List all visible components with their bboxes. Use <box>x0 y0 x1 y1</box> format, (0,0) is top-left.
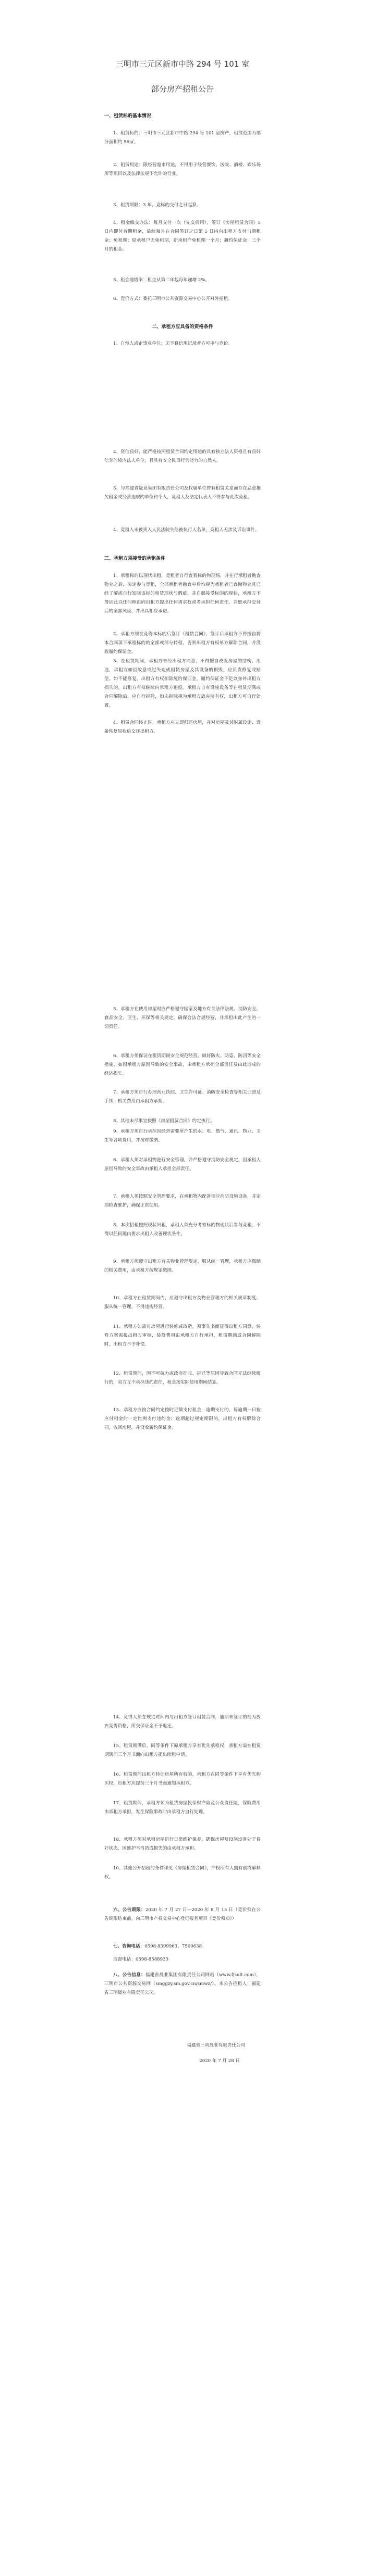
footer-org: 福建省三明晟业有限责任公司 <box>187 2043 245 2048</box>
section-6-label: 六、公告期限： <box>113 1907 145 1913</box>
section-3-p5: 5、承租方在使用房屋时应严格遵守国家及地方有关法律法规、消防安全、食品安全、卫生、环保等相关规定，确保合法合规经营，并承担由此产生的一切责任。 <box>104 1007 261 1029</box>
section-7-label: 七、咨询电话： <box>113 1944 145 1949</box>
section-3-p1: 1、承租标的以现状出租，竞租者自行查看标的物现场，并在行承租者勘查物业之后，决定参与竞租，全部承租者勘查中后均视为承租者已查勘物业且已经了解或自行知晓该标的租赁现状与瑕疵，并自愿接受标的的现状，承租方不得因此以任何理由向出租方提出任何请求权或者承担任何责任，并愿承担交付后的全部风险，并出具相应承诺。 <box>104 573 261 614</box>
section-8-text: 福建省晟业集团有限责任公司网站（www.fjsult.com），三明市公共资源交易网（smggzy.sm.gov.cn/smwz/）。本公告招租人：福建省三明晟业有限责任公司。 <box>104 1972 261 1995</box>
section-2-p1: 1、自然人或企事业单位；无不良信用记录者方可申与竞价。 <box>113 341 233 346</box>
section-3-p10: 10、承租方在租赁期间内，应遵守出租方及物业管理方的相关规章制度，服从统一管理，不得违规经营。 <box>104 1296 261 1310</box>
supervise-label: 监督电话： <box>113 1957 136 1962</box>
section-3-p16: 16、租赁期间出租方转让房屋所有权的，承租方在同等条件下享有优先购买权，出租方应提前三个月书面通知承租方。 <box>104 1772 261 1786</box>
consult-phone: 0598-8399963、7500638 <box>144 1944 202 1949</box>
section-7-consult <box>104 1942 261 1951</box>
section-1-p5: 5、租金递增率：租金从第二年起每年递增 2%。 <box>113 278 210 283</box>
section-3-p6: 6、承租方须保证在租赁期间安全规范经营，做好防火、防盗、防汛等安全措施，如因承租方原因导致的安全事故，由承租方承担全部责任及由此造成的经济损失。 <box>104 1053 261 1076</box>
section-3-p2: 2、承租方须在竞得本标的后签订《租赁合同》，签订后承租方不得擅自将本合同项下承租标的的全部或部分转租，否则出租方有权单方解除合同，并没收履约保证金。 <box>104 632 261 655</box>
section-3-p8: 8、其他未尽事宜按照《房屋租赁合同》约定执行。 <box>113 1119 215 1124</box>
section-3-pA: 6、承租人须对承租物进行安全管理，并严格遵守消防安全规定，因承租人原因导致的安全事故由承租人承担全部责任。 <box>104 1158 261 1172</box>
section-6-text: 2020 年 7 月 27 日—2020 年 8 月 15 日（竞价须在公告期限结束前，向三明市产权交易中心登记报名项目《竞价须知》） <box>104 1907 261 1921</box>
section-1-p2: 2、租赁用途：限经营超市用途，不得用于经营餐饮、医院、酒楼、娱乐场所等项目以及法律法规不允许的行业。 <box>104 162 261 177</box>
section-2-p3: 3、与福建省晟业集团有限责任公司及权属单位曾有租赁关系而存在恶意拖欠租金或经营违规的单位和个人，竞租人及法定代表人不得参与此次竞租。 <box>104 486 261 500</box>
section-3-pC: 8、本次招租按照现状出租，承租人须充分考察标的物现状后参与竞租，不得以任何理由要求出租人改善现状条件。 <box>104 1223 261 1237</box>
section-3-p18: 18、承租方须对承租房屋进行日常维护保养，确保房屋及设施设备处于良好状态，因维护不当造成损失的由承租方承担。 <box>104 1837 261 1851</box>
section-3-p7: 7、承租方须自行办理营业执照、卫生许可证、消防安全检查等相关证照及手续，相关费用由承租方承担。 <box>104 1090 261 1104</box>
section-3-p9: 9、承租方须自行承担因经营需要所产生的水、电、燃气、通讯、物业、卫生等各项费用，并按时缴纳。 <box>104 1129 261 1143</box>
section-8-label: 八、公告信息： <box>113 1972 145 1978</box>
title-line-2: 部分房产招租公告 <box>151 84 214 94</box>
section-6 <box>104 1906 261 1924</box>
section-3-p12: 12、租赁期间，因不可抗力或政府征收、拆迁等原因导致合同无法继续履行的，双方互不承担违约责任，租金按实际使用期间结算。 <box>104 1371 261 1385</box>
footer-date: 2020 年 7 月 28 日 <box>199 2058 240 2064</box>
section-1-p6: 6、竞价方式：委托三明市公共资源交易中心公开对外招租。 <box>113 296 233 301</box>
section-1-heading: 一、租赁标的基本情况 <box>104 114 152 119</box>
supervise-phone: 0598-8588933 <box>135 1957 169 1962</box>
section-2-heading: 二、承租方应具备的资格条件 <box>152 324 213 330</box>
section-2-p4: 4、竞租人未被列入人民法院失信被执行人名单，竞租人无涉及诉讼事件。 <box>113 527 260 533</box>
section-3-p13: 13、承租方应按合同约定按时足额支付租金，逾期支付的，每逾期一日按应付租金的一定比例支付违约金；逾期超过规定期限的，出租方有权解除合同，收回房屋，并没收履约保证金。 <box>104 1408 261 1430</box>
title-line-1: 三明市三元区新市中路 294 号 101 室 <box>115 59 250 69</box>
section-3-pE: 10、其他公开招租的条件详见《房屋租赁合同》，产权所有人拥有最终解释权。 <box>104 1866 261 1880</box>
section-7-supervise <box>104 1955 261 1964</box>
section-8 <box>104 1971 261 1997</box>
section-3-pB: 7、承租人须按照安全管理要求，在承租物内配备相应消防设施设备，并定期检查维护，确保正常使用。 <box>104 1194 261 1208</box>
section-3-p4: 4、租赁合同终止时，承租方应立即归还房屋，并对房屋及其附属设施、设备恢复原状后交还出租方。 <box>104 720 261 734</box>
section-3-p11: 11、承租方如需对房屋进行装修或改造，须事先书面征得出租方同意，装修方案需报出租方审核，装修费用由承租方自行承担，租赁期满或合同解除时，出租方不予补偿。 <box>104 1324 261 1347</box>
section-3-heading: 三、承租方须接受的承租条件 <box>104 556 166 561</box>
section-1-p4: 4、租金缴交办法：每月支付一次（先交后用），签订《房屋租赁合同》5 日内即付首期租金，后续每月在合同签订之日第 5 日内向出租方支付当期租金；免租期：原承租户无免租期，新承租户免租期一个月；履约保证金：三个月的租金。 <box>104 220 261 252</box>
section-3-p3: 3、在租赁期间，承租方未经出租方同意，不得擅自改变房屋的结构、用途，承租方如因故意或过失造成租赁房屋及其设备的损毁，应负责修复或赔偿。如不能修复，出租方有权扣除履约保证金，履约保证金不足以弥补出租方损失的，出租方有权继续向承租方追偿。承租方自有设施设备等在租赁期满或合同解除后，应自行拆除，如未拆除视为承租方放弃所有权，出租方可自行处置。 <box>104 659 261 708</box>
section-3-p17: 17、租赁期间，承租方须为租赁房屋投保财产险及公众责任险，保险费用由承租方承担，发生保险事故时由承租方自行处理。 <box>104 1801 261 1815</box>
section-1-p3: 3、租赁期限：3 年，竞标的交付之日起算。 <box>113 203 201 208</box>
section-2-p2: 2、资信良好，能严格按照租赁合同约定用途的具有独立法人资格且有良好信誉的境内法人单位，且具有安全民事行为能力的自然人。 <box>104 449 261 463</box>
section-1-p1: 1、租赁标的：三明市三元区新市中路 294 号 101 室房产，租赁范围为部分面积约 56㎡。 <box>104 131 261 145</box>
section-3-p15: 15、租赁期满后，同等条件下原承租方享有优先承租权，承租方需在租赁期满前三个月书面向出租方提出续租申请。 <box>104 1743 261 1757</box>
section-3-p14: 14、竞得人须在规定时间内与出租方签订租赁合同，逾期未签订的视为放弃竞得资格，所交保证金不予退还。 <box>104 1715 261 1729</box>
section-3-pD: 9、承租方须遵守出租方有关物业管理规定，服从统一管理，承租方应缴纳的相关费用，由承租方按规定缴纳。 <box>104 1259 261 1273</box>
